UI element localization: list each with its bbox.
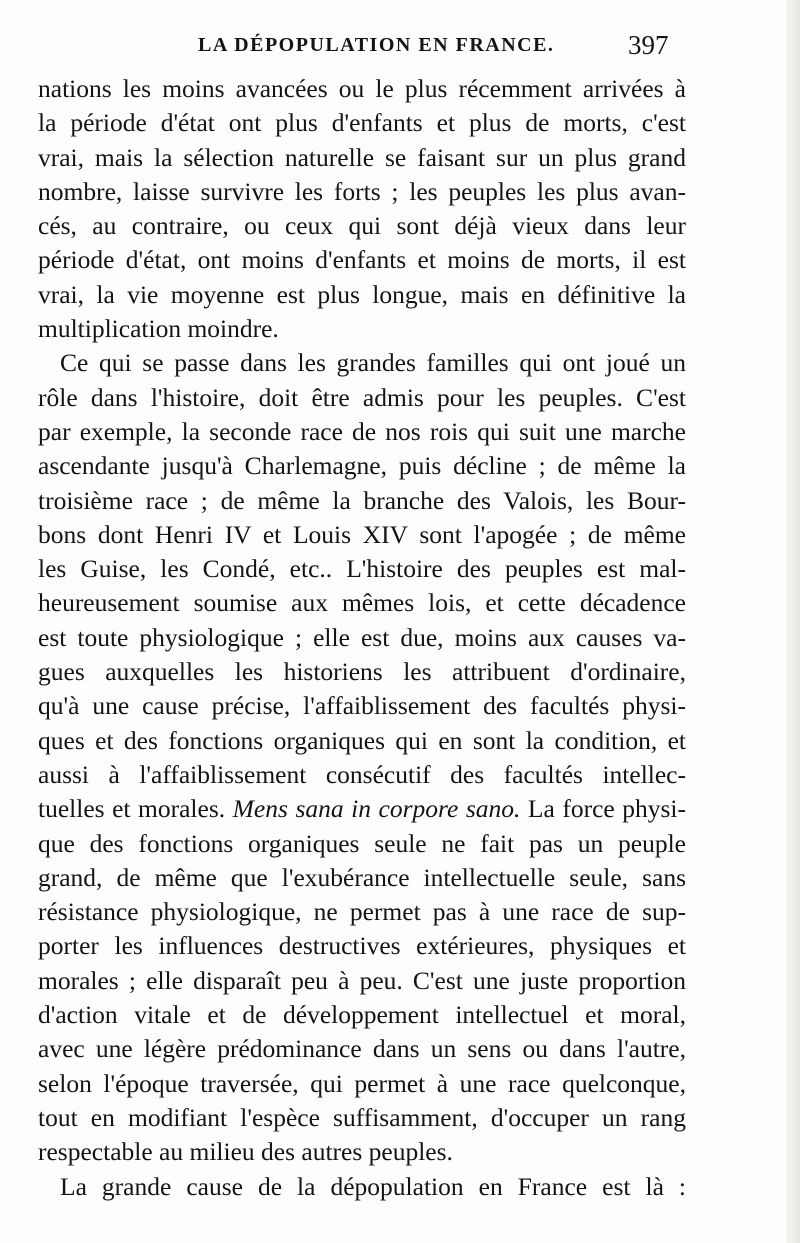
text-line: bons dont Henri IV et Louis XIV sont l'apogée ; de même [38, 519, 686, 549]
text-segment: La force physi- [520, 794, 687, 824]
text-line: selon l'époque traversée, qui permet à une race quelconque, [38, 1068, 686, 1098]
text-line: avec une légère prédominance dans un sens ou dans l'autre, [38, 1034, 686, 1064]
latin-quote: Mens sana in corpore sano. [232, 794, 521, 824]
text-line: ascendante jusqu'à Charlemagne, puis décline ; de même la [38, 451, 686, 481]
text-line: résistance physiologique, ne permet pas à une race de sup- [38, 897, 686, 927]
text-line-with-italic [38, 792, 686, 826]
text-line: est toute physiologique ; elle est due, moins aux causes va- [38, 622, 686, 652]
text-line: nombre, laisse survivre les forts ; les peuples les plus avan- [38, 176, 686, 206]
body-text [38, 72, 686, 1204]
page-edge-shadow [786, 0, 800, 1243]
text-line: qu'à une cause précise, l'affaiblissement des facultés physi- [38, 691, 686, 721]
running-title: LA DÉPOPULATION EN FRANCE. [198, 34, 555, 56]
text-line: heureusement soumise aux mêmes lois, et cette décadence [38, 588, 686, 618]
text-line: Ce qui se passe dans les grandes familles qui ont joué un [60, 348, 686, 378]
text-line: tout en modifiant l'espèce suffisamment, d'occuper un rang [38, 1102, 686, 1132]
text-line: la période d'état ont plus d'enfants et plus de morts, c'est [38, 108, 686, 138]
text-line: La grande cause de la dépopulation en France est là : [60, 1171, 686, 1201]
page-number: 397 [628, 30, 669, 60]
text-line: d'action vitale et de développement intellectuel et moral, [38, 1000, 686, 1030]
text-line: vrai, mais la sélection naturelle se faisant sur un plus grand [38, 142, 686, 172]
text-line: par exemple, la seconde race de nos rois qui suit une marche [38, 416, 686, 446]
text-segment: tuelles et morales. [38, 794, 233, 824]
page-header [0, 26, 800, 66]
text-line: période d'état, ont moins d'enfants et moins de morts, il est [38, 245, 686, 275]
text-line: gues auxquelles les historiens les attribuent d'ordinaire, [38, 657, 686, 687]
text-line: que des fonctions organiques seule ne fait pas un peuple [38, 828, 686, 858]
text-line: respectable au milieu des autres peuples. [38, 1137, 453, 1167]
text-line: vrai, la vie moyenne est plus longue, mais en définitive la [38, 279, 686, 309]
text-line: les Guise, les Condé, etc.. L'histoire des peuples est mal- [38, 554, 686, 584]
text-line: nations les moins avancées ou le plus récemment arrivées à [38, 74, 686, 103]
text-line: rôle dans l'histoire, doit être admis pour les peuples. C'est [38, 382, 686, 412]
text-line: cés, au contraire, ou ceux qui sont déjà vieux dans leur [38, 211, 686, 241]
text-line: porter les influences destructives extérieures, physiques et [38, 931, 686, 961]
text-line: grand, de même que l'exubérance intellectuelle seule, sans [38, 862, 686, 892]
text-line: aussi à l'affaiblissement consécutif des facultés intellec- [38, 759, 686, 789]
text-line: troisième race ; de même la branche des Valois, les Bour- [38, 485, 686, 515]
text-line: morales ; elle disparaît peu à peu. C'est une juste proportion [38, 965, 686, 995]
text-line: ques et des fonctions organiques qui en sont la condition, et [38, 725, 686, 755]
text-line: multiplication moindre. [38, 314, 279, 344]
